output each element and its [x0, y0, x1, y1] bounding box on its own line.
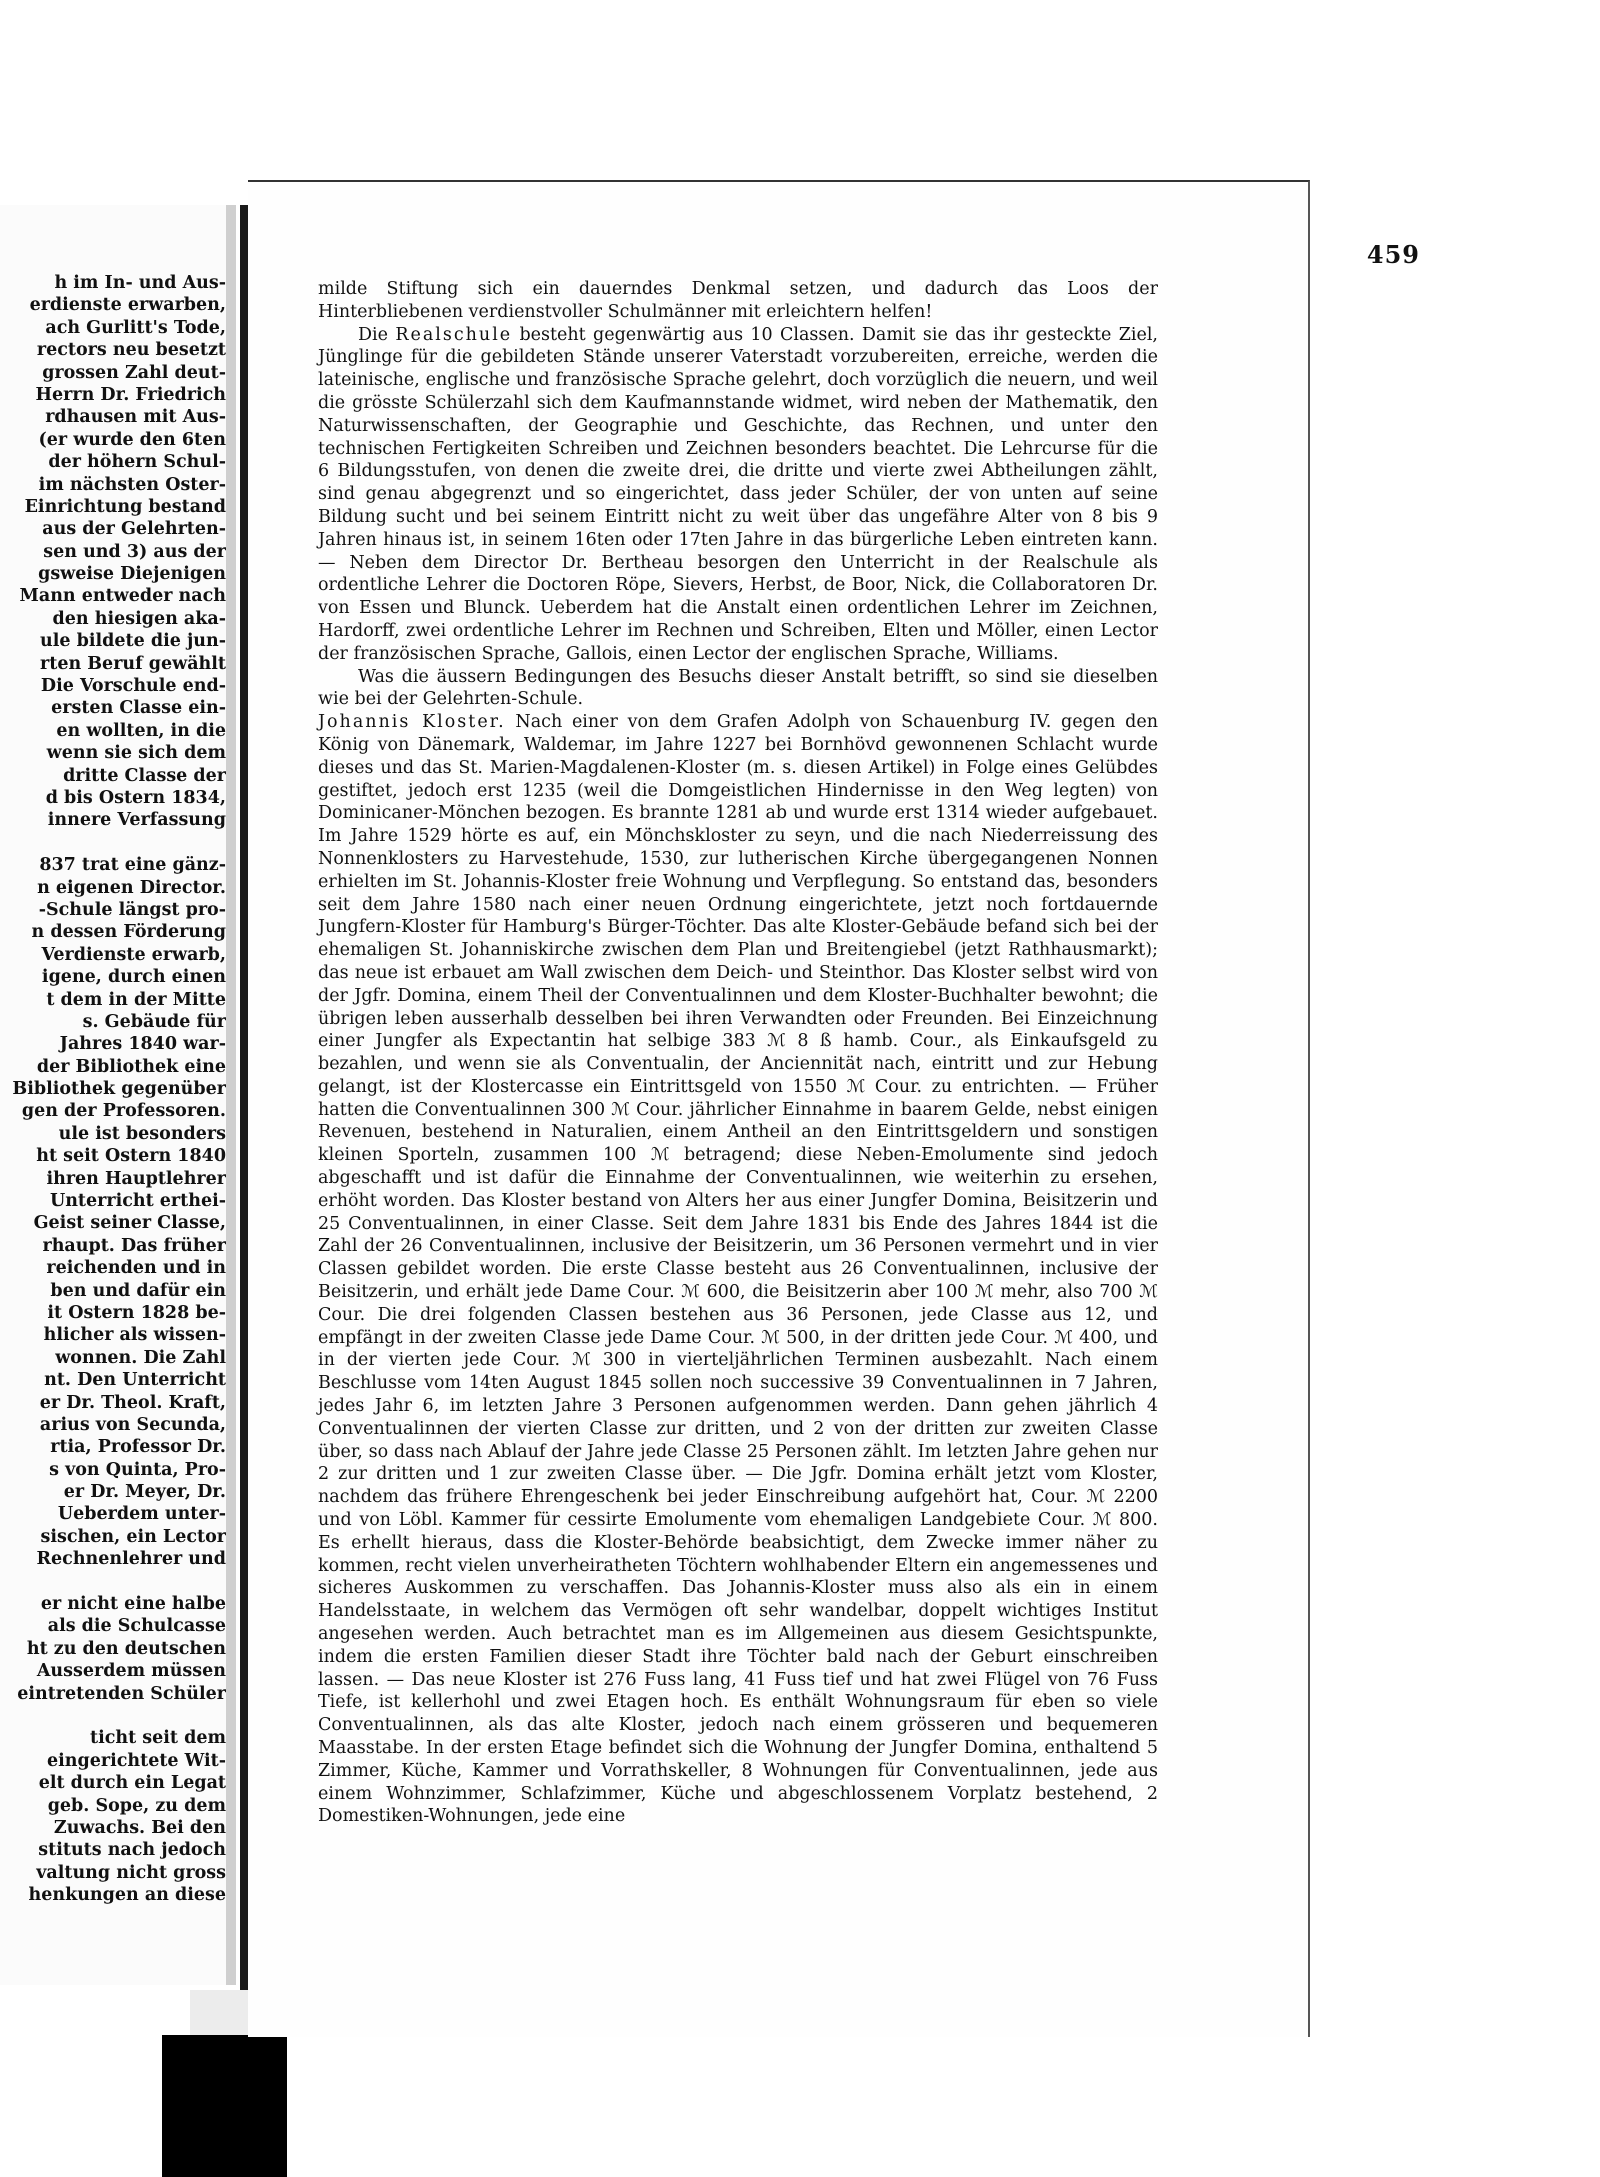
paragraph-realschule-text: besteht gegenwärtig aus 10 Classen. Damit sie das ihr gesteckte Ziel, Jünglinge für die gebildeten Stände unserer Vaterstadt vorzubereiten, erreiche, werden die lateinische, englische und französische Sprache gelehrt, doch vorzüglich die neuern, und weil die grösste Schülerzahl sich dem Kaufmannstande widmet, wird neben der Mathematik, den Naturwissenschaften, der Geographie und Geschichte, das Rechnen, und unter den technischen Fertigkeiten Schreiben und Zeichnen besonders beachtet. Die Lehrcurse für die 6 Bildungsstufen, von denen die zweite drei, die dritte und vierte zwei Abtheilungen zählt, sind genau abgegrenzt und so eingerichtet, dass jeder Schüler, der von unten auf seine Bildung sucht und bei seinem Eintritt nicht zu weit über das ungefähre Alter von 8 bis 9 Jahren hinaus ist, in seinem 16ten oder 17ten Jahre in das bürgerliche Leben eintreten kann. — Neben dem Director Dr. Bertheau besorgen den Unterricht in der Realschule als ordentliche Lehrer die Doctoren Röpe, Sievers, Herbst, de Boor, Nick, die Collaboratoren Dr. von Essen und Blunck. Ueberdem hat die Anstalt einen ordentlichen Lehrer im Zeichnen, Hardorff, zwei ordentliche Lehrer im Rechnen und Schreiben, Elten und Möller, einen Lector der französischen Sprache, Gallois, einen Lector der englischen Sprache, Williams.	[318, 324, 1158, 664]
left-page-line: ule bildete die jun-	[40, 631, 226, 652]
left-page-line: der Bibliothek eine	[36, 1056, 226, 1077]
right-page-body	[318, 278, 1158, 1828]
paragraph-gap	[6, 832, 226, 854]
left-page-line: wenn sie sich dem	[46, 743, 226, 764]
left-page-line: Verdienste erwarb,	[41, 944, 226, 965]
left-page-line: -Schule längst pro-	[38, 899, 226, 920]
left-page-line: er nicht eine halbe	[40, 1594, 226, 1615]
left-page-line: sischen, ein Lector	[40, 1526, 226, 1547]
paragraph-johannis-kloster	[318, 711, 1158, 1828]
left-page-line: nt. Den Unterricht	[44, 1370, 226, 1391]
left-page-line: grossen Zahl deut-	[42, 362, 226, 383]
left-page-line: n eigenen Director.	[37, 877, 226, 898]
left-page-line: er Dr. Meyer, Dr.	[63, 1482, 226, 1503]
paragraph-johannis-kloster-text: Nach einer von dem Grafen Adolph von Schauenburg IV. gegen den König von Dänemark, Waldemar, im Jahre 1227 bei Bornhövd gewonnenen Schlacht wurde dieses und das St. Marien-Magdalenen-Kloster (m. s. diesen Artikel) in Folge eines Gelübdes gestiftet, jedoch erst 1235 (weil die Domgeistlichen Hindernisse in den Weg legten) von Dominicaner-Mönchen bezogen. Es brannte 1281 ab und wurde erst 1314 wieder aufgebauet. Im Jahre 1529 hörte es auf, ein Mönchskloster zu seyn, und die nach Niederreissung des Nonnenklosters zu Harvestehude, 1530, zur lutherischen Kirche übergegangenen Nonnen erhielten im St. Johannis-Kloster freie Wohnung und Verpflegung. So entstand das, besonders seit dem Jahre 1580 nach einer neuen Ordnung eingerichtete, jetzt noch fortdauernde Jungfern-Kloster für Hamburg's Bürger-Töchter. Das alte Kloster-Gebäude befand sich bei der ehemaligen St. Johanniskirche zwischen dem Plan und Breitengiebel (jetzt Rathhausmarkt); das neue ist erbauet am Wall zwischen dem Deich- und Steinthor. Das Kloster selbst wird von der Jgfr. Domina, einem Theil der Conventualinnen und dem Kloster-Buchhalter bewohnt; die übrigen leben ausserhalb desselben bei ihren Verwandten oder Freunden. Bei Einzeichnung einer Jungfer als Expectantin hat selbige 383 ℳ 8 ß hamb. Cour., als Einkaufsgeld zu bezahlen, und wenn sie als Conventualin, der Anciennität nach, eintritt und zur Hebung gelangt, ist der Klostercasse ein Eintrittsgeld von 1550 ℳ Cour. zu entrichten. — Früher hatten die Conventualinnen 300 ℳ Cour. jährlicher Einnahme in baarem Gelde, nebst einigen Revenuen, bestehend in Naturalien, einem Antheil an den Eintrittsgeldern und sonstigen kleinen Sporteln, zusammen 100 ℳ betragend; diese Neben-Emolumente sind jedoch abgeschafft und ist dafür die Einnahme der Conventualinnen, wie weiterhin zu ersehen, erhöht worden. Das Kloster bestand von Alters her aus einer Jungfer Domina, Beisitzerin und 25 Conventualinnen, in einer Classe. Seit dem Jahre 1831 bis Ende des Jahres 1844 ist die Zahl der 26 Conventualinnen, inclusive der Beisitzerin, um 36 Personen vermehrt und in vier Classen gebildet worden. Die erste Classe besteht aus 26 Conventualinnen, inclusive der Beisitzerin, und erhält jede Dame Cour. ℳ 600, die Beisitzerin aber 100 ℳ mehr, also 700 ℳ Cour. Die drei folgenden Classen bestehen aus 36 Personen, jede Classe aus 12, und empfängt in der zweiten Classe jede Dame Cour. ℳ 500, in der dritten jede Cour. ℳ 400, und in der vierten jede Cour. ℳ 300 in vierteljährlichen Terminen ausbezahlt. Nach einem Beschlusse vom 14ten August 1845 sollen noch successive 39 Conventualinnen in 7 Jahren, jedes Jahr 6, im letzten Jahre 3 Personen aufgenommen werden. Dann gehen jährlich 4 Conventualinnen der vierten Classe zur dritten, und 2 von der dritten zur zweiten Classe über, so dass nach Ablauf der Jahre jede Classe 25 Personen zählt. Im letzten Jahre gehen nur 2 zur dritten und 1 zur zweiten Classe über. — Die Jgfr. Domina erhält jetzt vom Kloster, nachdem das frühere Ehrengeschenk bei jeder Einschreibung aufgehört hat, Cour. ℳ 2200 und von Löbl. Kammer für cessirte Emolumente vom ehemaligen Landgebiete Cour. ℳ 800. Es erhellt hieraus, dass die Kloster-Behörde beabsichtigt, dem Zwecke immer näher zu kommen, recht vielen unverheiratheten Töchtern wohlhabender Eltern ein angemessenes und sicheres Auskommen zu verschaffen. Das Johannis-Kloster muss also als ein in einem Handelsstaate, in welchem das Vermögen oft sehr wandelbar, doppelt wichtiges Institut angesehen werden. Auch betrachtet man es im Allgemeinen aus diesem Gesichtspunkte, indem die ersten Familien dieser Stadt ihre Töchter bald nach der Geburt einschreiben lassen. — Das neue Kloster ist 276 Fuss lang, 41 Fuss tief und hat zwei Flügel von 76 Fuss Tiefe, ist kellerhohl und zwei Etagen hoch. Es enthält Wohnungsraum für eben so viele Conventualinnen, als das alte Kloster, jedoch nach einem grösseren und bequemeren Maasstabe. In der ersten Etage befindet sich die Wohnung der Jungfer Domina, enthaltend 5 Zimmer, Küche, Kammer und Vorrathskeller, 8 Wohnungen für Conventualinnen, jede aus einem Wohnzimmer, Schlafzimmer, Küche und abgeschlossenem Vorplatz bestehend, 2 Domestiken-Wohnungen, jede eine	[318, 712, 1158, 1827]
left-page-line: Geist seiner Classe,	[33, 1213, 226, 1234]
left-page-line: t dem in der Mitte	[46, 989, 226, 1010]
left-page-line: Die Vorschule end-	[40, 676, 226, 697]
paragraph-gap	[6, 1571, 226, 1593]
left-page-line: sen und 3) aus der	[43, 541, 226, 562]
left-page-edge-shadow	[226, 205, 236, 1985]
left-page-line: Ueberdem unter-	[57, 1504, 226, 1525]
left-page-line: Ausserdem müssen	[36, 1661, 226, 1682]
left-page-line: rhaupt. Das früher	[42, 1235, 226, 1256]
left-page-line: rten Beruf gewählt	[40, 653, 226, 674]
left-page-line: ht zu den deutschen	[26, 1638, 226, 1659]
left-page-line: reichenden und in	[46, 1258, 226, 1279]
left-page-line: Bibliothek gegenüber	[12, 1079, 226, 1100]
left-page-line: wonnen. Die Zahl	[55, 1347, 226, 1368]
term-johannis-kloster: Johannis Kloster.	[318, 712, 506, 733]
left-page-line: Rechnenlehrer und	[36, 1549, 226, 1570]
left-page-line: hlicher als wissen-	[43, 1325, 226, 1346]
left-page-line: igene, durch einen	[41, 967, 226, 988]
left-page-line: ach Gurlitt's Tode,	[45, 317, 226, 338]
left-page-line: Herrn Dr. Friedrich	[35, 384, 226, 405]
left-page-line: ersten Classe ein-	[51, 698, 226, 719]
left-page-line: h im In- und Aus-	[54, 273, 226, 293]
left-page-line: s. Gebäude für	[82, 1011, 226, 1032]
left-page-line: im nächsten Oster-	[38, 474, 226, 495]
left-page-line: er Dr. Theol. Kraft,	[39, 1392, 226, 1413]
left-page-line: en wollten, in die	[56, 720, 226, 741]
left-page-line: Mann entweder nach	[19, 586, 226, 607]
left-page-line: aus der Gelehrten-	[42, 519, 226, 540]
left-page-line: ben und dafür ein	[50, 1280, 226, 1301]
left-page-line: n dessen Förderung	[31, 922, 226, 943]
left-page-line: ule ist besonders	[58, 1123, 226, 1144]
left-page-line: rectors neu besetzt	[36, 340, 226, 361]
left-page-line: dritte Classe der	[63, 765, 226, 786]
left-page-line: ht seit Ostern 1840	[36, 1146, 226, 1167]
left-page-line: der höhern Schul-	[48, 452, 226, 473]
left-page-line: d bis Ostern 1834,	[45, 787, 226, 808]
page-number: 459	[1366, 240, 1420, 269]
left-page-line: rtia, Professor Dr.	[50, 1437, 226, 1458]
left-page-line: gsweise Diejenigen	[38, 564, 226, 585]
paragraph-gap	[6, 1705, 226, 1727]
left-page-line: henkungen an diese	[28, 1885, 226, 1906]
left-page-line: it Ostern 1828 be-	[47, 1302, 226, 1323]
left-page-line: Jahres 1840 war-	[59, 1034, 226, 1055]
left-page-line: Zuwachs. Bei den	[53, 1817, 226, 1838]
left-page-line: rdhausen mit Aus-	[45, 407, 226, 428]
left-page-text-fragment	[6, 272, 226, 1907]
left-page-line: Unterricht erthei-	[49, 1191, 226, 1212]
paragraph-lead: Die	[358, 324, 396, 345]
term-realschule: Realschule	[395, 324, 513, 345]
left-page-line: elt durch ein Legat	[38, 1773, 226, 1794]
left-page-line: s von Quinta, Pro-	[49, 1459, 226, 1480]
left-page-line: erdienste erwarben,	[29, 295, 226, 316]
left-page-line: valtung nicht gross	[36, 1862, 226, 1883]
paragraph-stiftung: milde Stiftung sich ein dauerndes Denkmal setzen, und dadurch das Loos der Hinterbliebenen verdienstvoller Schulmänner mit erleichtern helfen!	[318, 279, 1158, 322]
left-page-line: eintretenden Schüler	[17, 1683, 226, 1704]
left-page-line: 837 trat eine gänz-	[39, 855, 226, 876]
left-page-line: innere Verfassung	[47, 810, 226, 831]
left-page-line: (er wurde den 6ten	[38, 429, 226, 450]
left-page-line: Einrichtung bestand	[24, 496, 226, 517]
left-page-line: ticht seit dem	[90, 1728, 226, 1749]
left-page-line: eingerichtete Wit-	[47, 1750, 226, 1771]
left-page-line: arius von Secunda,	[39, 1414, 226, 1435]
left-page-line: den hiesigen aka-	[52, 608, 226, 629]
left-page-line: gen der Professoren.	[21, 1101, 226, 1122]
book-gutter	[240, 205, 248, 1995]
left-page-line: als die Schulcasse	[47, 1616, 226, 1637]
left-page-line: geb. Sope, zu dem	[47, 1795, 226, 1816]
binding-shadow	[162, 2035, 287, 2177]
left-page-line: ihren Hauptlehrer	[46, 1168, 226, 1189]
left-page-line: stituts nach jedoch	[38, 1840, 226, 1861]
paragraph-realschule	[318, 324, 1158, 666]
paragraph-bedingungen: Was die äussern Bedingungen des Besuchs dieser Anstalt betrifft, so sind sie dieselben wie bei der Gelehrten-Schule.	[318, 666, 1158, 710]
